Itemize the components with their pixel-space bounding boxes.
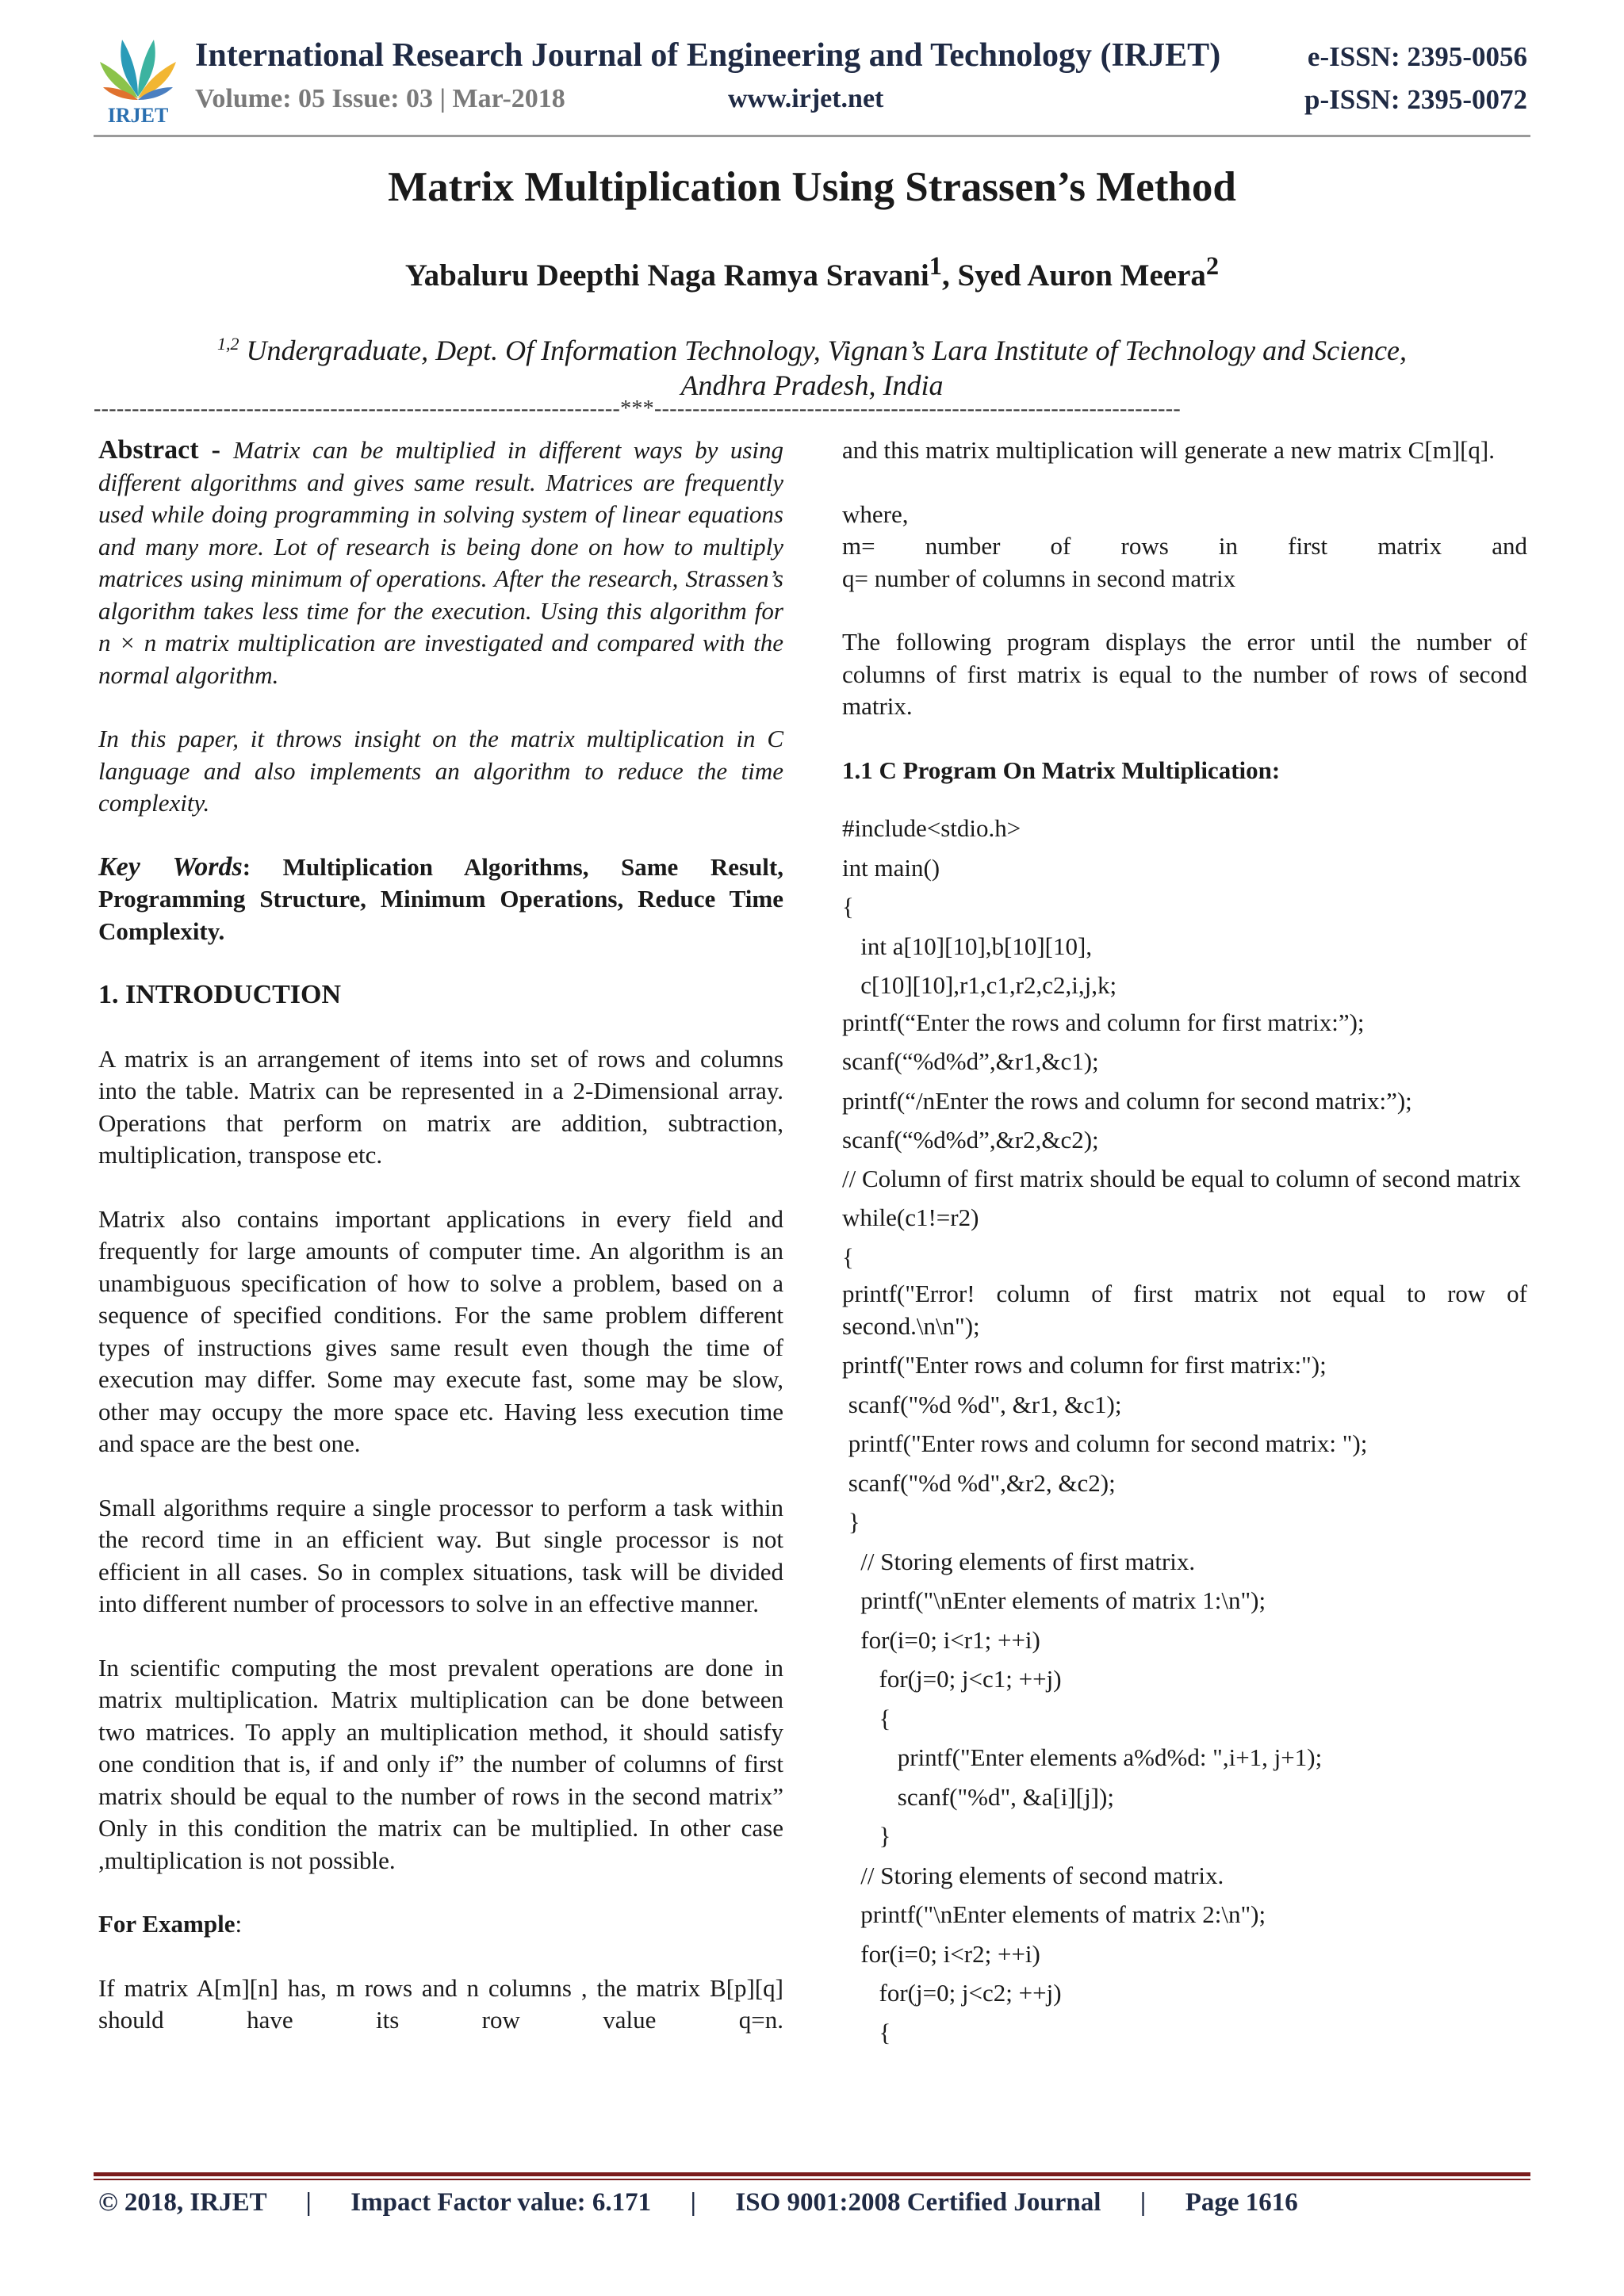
q-definition: q= number of columns in second matrix	[842, 564, 1236, 592]
logo-text: IRJET	[107, 104, 169, 127]
volume-issue: Volume: 05 Issue: 03 | Mar-2018	[195, 84, 565, 113]
right-column	[842, 434, 1527, 2052]
intro-paragraph-4: In scientific computing the most prevalent operations are done in matrix multiplication. Matrix multiplication can be done between two matrices. To apply an multiplication method, it should satisfy one condition that is, if and only if” the number of columns of first matrix should be equal to the number of rows in the second matrix” Only in this condition the matrix can be multiplied. In other case ,multiplication is not possible.	[98, 1653, 783, 1874]
footer-divider-thick	[94, 2172, 1530, 2176]
abstract-text: Matrix can be multiplied in different ways by using different algorithms and gives same result. Matrices are frequently used while doing programming in solving system of linear equations and many more. Lot of research is being done on how to multiply matrices using minimum of operations. After the research, Strassen’s algorithm takes less time for the execution. Using this algorithm for n × n matrix multiplication are investigated and compared with the normal algorithm.	[98, 436, 783, 689]
right-paragraph-2: The following program displays the error until the number of columns of first matrix is equal to the number of rows of second matrix.	[842, 628, 1527, 720]
intro-heading: 1. INTRODUCTION	[98, 980, 342, 1009]
author-2-sup: 2	[1205, 252, 1220, 281]
example-colon: :	[235, 1910, 243, 1938]
author-1-sup: 1	[929, 252, 942, 281]
intro-paragraph-3: Small algorithms require a single processor to perform a task within the record time in an efficient way. But single processor is not efficient in all cases. So in complex situations, task will be divided into different number of processors to solve in an effective manner.	[98, 1493, 783, 1617]
author-list	[0, 252, 1624, 293]
example-paragraph: If matrix A[m][n] has, m rows and n columns , the matrix B[p][q] should have its row value q=n.	[98, 1973, 783, 2034]
section-separator: ---------------------------------------------------------------------***---------------------------------------------------------------------	[94, 396, 1182, 421]
m-definition: m= number of rows in first matrix and	[842, 532, 1527, 560]
footer-divider-thin	[94, 2179, 1530, 2180]
affiliation-line-1: Undergraduate, Dept. Of Information Technology, Vignan’s Lara Institute of Technology and Science,	[239, 335, 1408, 366]
journal-title: International Research Journal of Engineering and Technology (IRJET)	[195, 37, 1221, 74]
irjet-leaf-logo-icon	[94, 32, 182, 127]
example-heading	[98, 1908, 783, 1941]
code-block-1: #include<stdio.h> int main() { int a[10][10],b[10][10], c[10][10],r1,c1,r2,c2,i,j,k;	[842, 814, 1117, 999]
code-printf-1: printf(“Enter the rows and column for first matrix:”);	[842, 1008, 1365, 1036]
intro-paragraph-1: A matrix is an arrangement of items into set of rows and columns into the table. Matrix can be represented in a 2-Dimensional array. Operations that perform on matrix are addition, subtraction, multiplication, transpose etc.	[98, 1044, 783, 1169]
right-paragraph-1: and this matrix multiplication will generate a new matrix C[m][q].	[842, 436, 1495, 464]
irjet-logo	[94, 32, 182, 127]
example-label: For Example	[98, 1910, 236, 1938]
header-divider	[94, 135, 1530, 137]
author-separator: ,	[941, 258, 958, 293]
code-block-3: while(c1!=r2) {	[842, 1203, 979, 1271]
p-issn: p-ISSN: 2395-0072	[1304, 84, 1527, 115]
page-footer: © 2018, IRJET | Impact Factor value: 6.171 | ISO 9001:2008 Certified Journal | Page 1616	[98, 2188, 1298, 2217]
code-comment: // Column of first matrix should be equal to column of second matrix	[842, 1164, 1521, 1192]
e-issn: e-ISSN: 2395-0056	[1307, 41, 1527, 72]
code-printf-2: printf("Error! column of first matrix not equal to row of second.\n\n");	[842, 1280, 1527, 1340]
journal-website-link[interactable]: www.irjet.net	[728, 84, 884, 113]
paper-title: Matrix Multiplication Using Strassen’s Method	[388, 164, 1236, 210]
intro-paragraph-2: Matrix also contains important applications in every field and frequently for large amounts of computer time. An algorithm is an unambiguous specification of how to solve a problem, based on a sequence of specified conditions. For the same problem different types of instructions gives same result even though the time of execution may differ. Some may execute fast, some may be slow, other may occupy the more space etc. Having less execution time and space are the best one.	[98, 1204, 783, 1457]
affiliation	[127, 327, 1497, 403]
author-2: Syed Auron Meera	[957, 258, 1206, 293]
abstract	[98, 434, 783, 691]
left-column	[98, 434, 783, 2037]
c-program-heading: 1.1 C Program On Matrix Multiplication:	[842, 756, 1281, 784]
abstract-label: Abstract -	[98, 435, 234, 465]
code-block-2: scanf(“%d%d”,&r1,&c1); printf(“/nEnter the rows and column for second matrix:”); scanf(“%d%d”,&r2,&c2);	[842, 1047, 1412, 1154]
affiliation-sup: 1,2	[216, 334, 239, 354]
code-block-4: printf("Enter rows and column for first matrix:"); scanf("%d %d", &r1, &c1); printf("Enter rows and column for second matrix: "); scanf("%d %d",&r2, &c2); } // Storing elements of first matrix. printf("\nEnter elements of matrix 1:\n"); for(i=0; i<r1; ++i) for(j=0; j<c1; ++j) { printf("Enter elements a%d%d: ",i+1, j+1); scanf("%d", &a[i][j]); } // Storing elements of second matrix. printf("\nEnter elements of matrix 2:\n"); for(i=0; i<r2; ++i) for(j=0; j<c2; ++j) {	[842, 1351, 1368, 2046]
keywords-text: : Multiplication Algorithms, Same Result, Programming Structure, Minimum Operations, Reduce Time Complexity.	[98, 852, 783, 945]
keywords-label: Key Words	[98, 851, 243, 882]
affiliation-line-2: Andhra Pradesh, India	[680, 369, 944, 401]
keywords	[98, 851, 783, 948]
where-label: where,	[842, 499, 909, 528]
abstract-paragraph-2: In this paper, it throws insight on the matrix multiplication in C language and also implements an algorithm to reduce the time complexity.	[98, 725, 783, 817]
author-1: Yabaluru Deepthi Naga Ramya Sravani	[404, 258, 929, 293]
